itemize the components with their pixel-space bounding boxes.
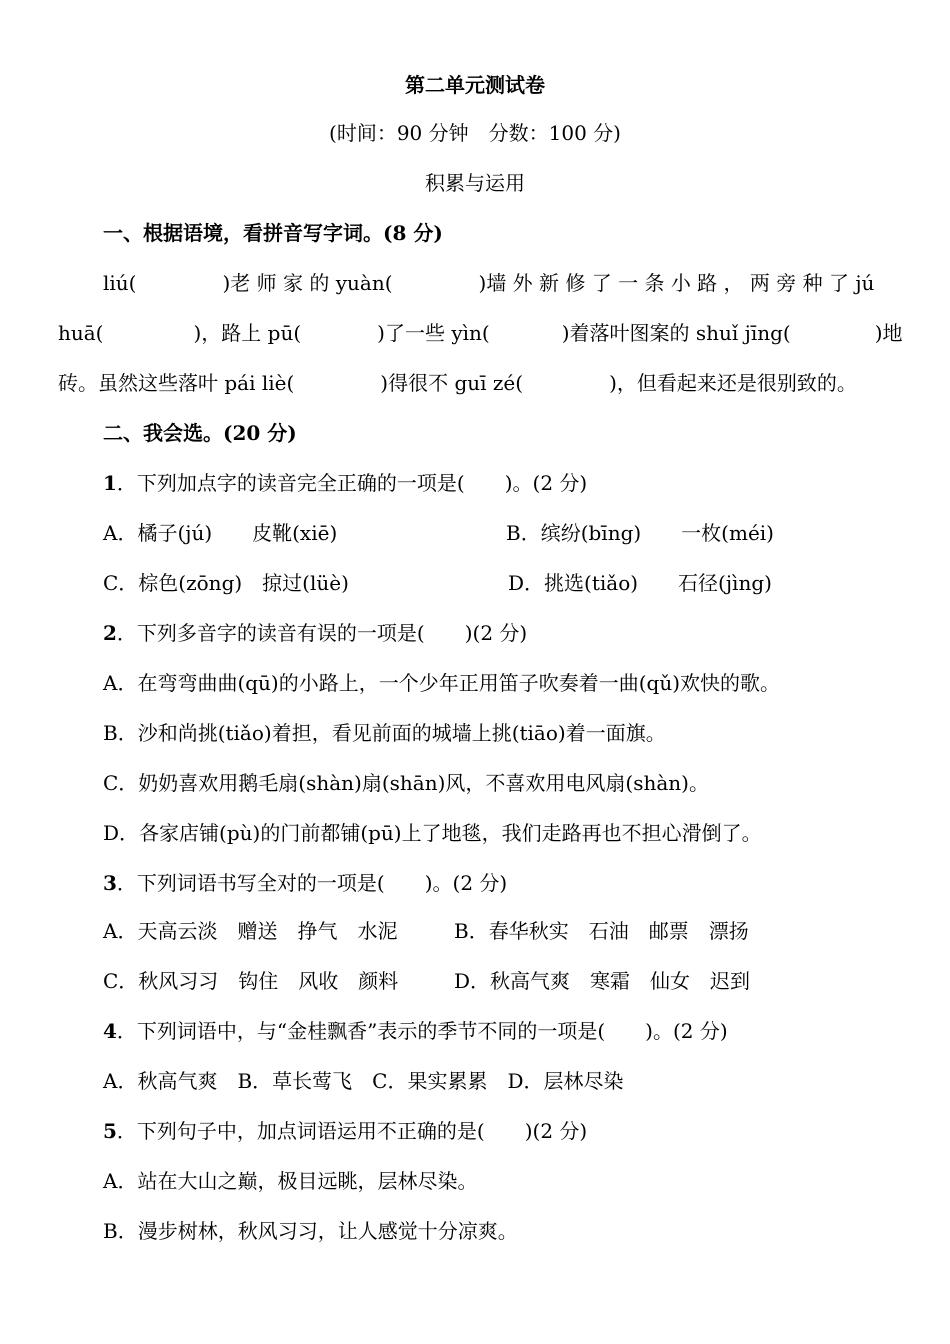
q1-text: )了一些 yìn(	[377, 321, 490, 345]
q1-text: )着落叶图案的 shuǐ jīng(	[561, 321, 791, 345]
question-3-option-d[interactable]: D．秋高气爽 寒霜 仙女 迟到	[454, 969, 751, 993]
question-2-option-a[interactable]: A．在弯弯曲曲(qū)的小路上，一个少年正用笛子吹奏着一曲(qǔ)欢快的歌。	[103, 671, 781, 695]
q1-text: huā(	[58, 321, 104, 345]
question-5-stem	[103, 1118, 587, 1144]
question-1-option-a[interactable]: A．橘子(jú) 皮靴(xiē)	[103, 521, 338, 545]
q1-text: )地	[874, 321, 903, 345]
q1-text: )墙 外 新 修 了 一 条 小 路 ， 两 旁 种 了 jú	[478, 271, 875, 295]
time-score-info: (时间：90 分钟 分数：100 分)	[329, 121, 621, 145]
question-number: 3	[103, 871, 117, 895]
question-number: 4	[103, 1019, 117, 1043]
question-1-stem	[103, 470, 587, 496]
question-1-option-d[interactable]: D．挑选(tiǎo) 石径(jìng)	[508, 571, 772, 595]
question-4-options[interactable]: A．秋高气爽 B．草长莺飞 C．果实累累 D．层林尽染	[103, 1069, 624, 1093]
question-3-option-b[interactable]: B．春华秋实 石油 邮票 漂扬	[454, 919, 749, 943]
question-text: ．下列词语书写全对的一项是( )。(2 分)	[116, 871, 508, 895]
question-5-option-a[interactable]: A．站在大山之巅，极目远眺，层林尽染。	[103, 1169, 478, 1193]
question-text: ．下列句子中，加点词语运用不正确的是( )(2 分)	[116, 1119, 588, 1143]
question-5-option-b[interactable]: B．漫步树林，秋风习习，让人感觉十分凉爽。	[103, 1219, 518, 1243]
section-heading: 积累与运用	[425, 171, 525, 195]
question-2-option-b[interactable]: B．沙和尚挑(tiǎo)着担，看见前面的城墙上挑(tiāo)着一面旗。	[103, 721, 666, 745]
q1-text: )得很不 guī zé(	[380, 371, 524, 395]
question-2-option-c[interactable]: C．奶奶喜欢用鹅毛扇(shàn)扇(shān)风，不喜欢用电风扇(shàn)。	[103, 771, 709, 795]
q2-heading: 二、我会选。(20 分)	[103, 421, 297, 445]
question-1-option-c[interactable]: C．棕色(zōng) 掠过(lüè)	[103, 571, 349, 595]
q1-heading: 一、根据语境，看拼音写字词。(8 分)	[103, 221, 443, 245]
q1-text: )老 师 家 的 yuàn(	[222, 271, 393, 295]
q1-text: )，但看起来还是很别致的。	[609, 371, 857, 395]
question-text: ．下列加点字的读音完全正确的一项是( )。(2 分)	[116, 471, 588, 495]
q1-text: liú(	[103, 271, 137, 295]
question-number: 5	[103, 1119, 117, 1143]
question-text: ．下列词语中，与“金桂飘香”表示的季节不同的一项是( )。(2 分)	[116, 1019, 728, 1043]
question-number: 2	[103, 621, 117, 645]
question-number: 1	[103, 471, 117, 495]
q1-line-1	[103, 270, 893, 296]
question-1-option-b[interactable]: B．缤纷(bīng) 一枚(méi)	[506, 521, 774, 545]
question-4-stem	[103, 1018, 728, 1044]
q1-line-2	[58, 320, 903, 346]
question-3-option-a[interactable]: A．天高云淡 赠送 挣气 水泥	[103, 919, 398, 943]
question-2-option-d[interactable]: D．各家店铺(pù)的门前都铺(pū)上了地毯，我们走路再也不担心滑倒了。	[103, 821, 762, 845]
question-3-stem	[103, 870, 507, 896]
question-text: ．下列多音字的读音有误的一项是( )(2 分)	[116, 621, 528, 645]
q1-text: 砖。虽然这些落叶 pái liè(	[58, 371, 295, 395]
question-3-option-c[interactable]: C．秋风习习 钩住 风收 颜料	[103, 969, 399, 993]
question-2-stem	[103, 620, 527, 646]
page-title: 第二单元测试卷	[405, 73, 545, 97]
q1-text: )，路上 pū(	[193, 321, 302, 345]
q1-line-3	[58, 370, 857, 396]
